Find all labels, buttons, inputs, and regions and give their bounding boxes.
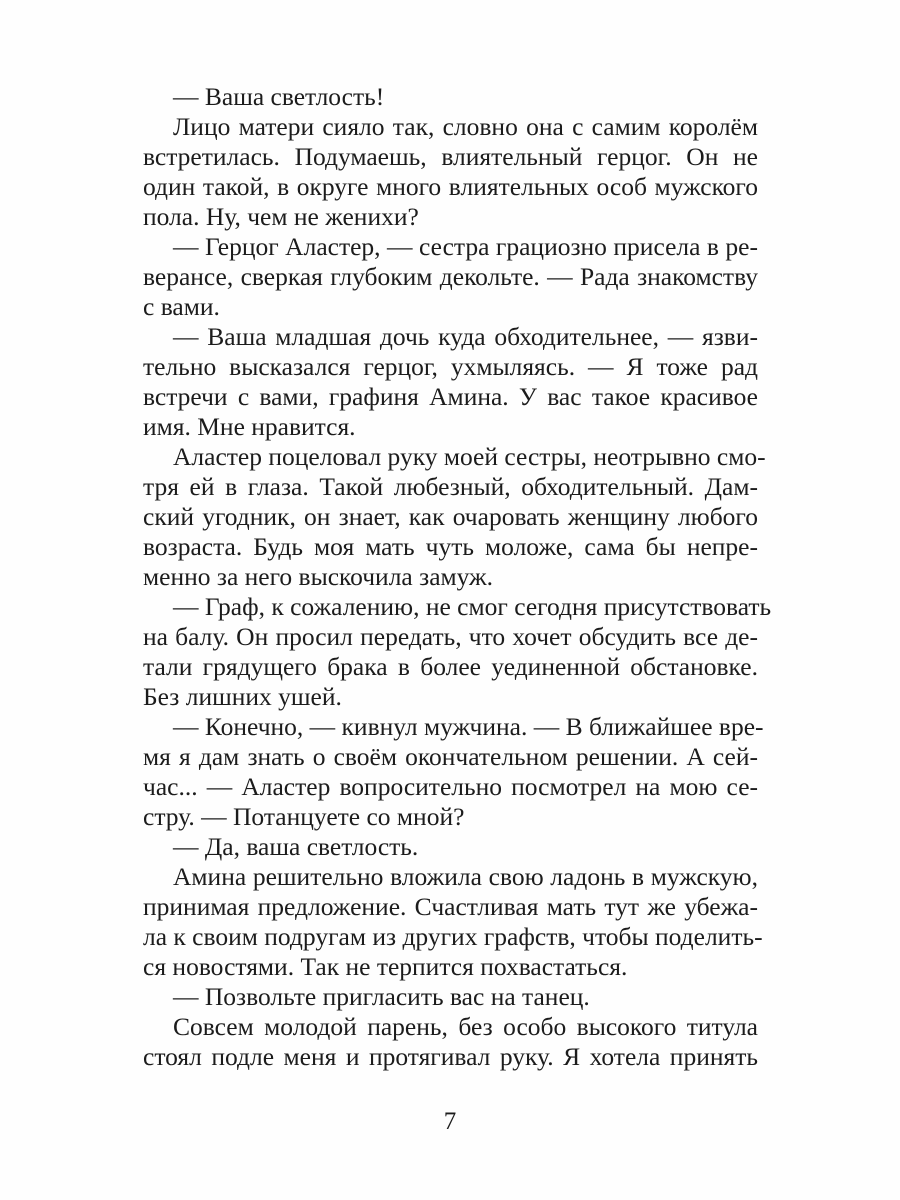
text-line: Аластер поцеловал руку моей сестры, неотрывно смо- [173,442,766,471]
text-line: менно за него выскочила замуж. [143,562,494,591]
text-line: — Да, ваша светлость. [173,832,419,861]
text-line: возраста. Будь моя мать чуть моложе, сама бы непре- [143,532,758,561]
text-line: Лицо матери сияло так, словно она с самим королём [173,112,758,141]
text-line: принимая предложение. Счастливая мать тут же убежа- [143,892,758,921]
text-line: — Позвольте пригласить вас на танец. [173,982,590,1011]
page-number: 7 [443,1108,457,1135]
text-line: — Граф, к сожалению, не смог сегодня присутствовать [173,592,772,621]
text-line: имя. Мне нравится. [143,412,356,441]
text-line: ский угодник, он знает, как очаровать женщину любого [143,502,758,531]
text-line: ся новостями. Так не терпится похвастаться. [143,952,628,981]
text-line: тали грядущего брака в более уединенной обстановке. [143,652,758,681]
text-line: тельно высказался герцог, ухмыляясь. — Я тоже рад [143,352,758,381]
text-line: встретилась. Подумаешь, влиятельный герцог. Он не [143,142,758,171]
text-line: — Ваша младшая дочь куда обходительнее, — язви- [173,322,758,351]
text-line: ла к своим подругам из других графств, чтобы поделить- [143,922,763,951]
text-line: Без лишних ушей. [143,682,342,711]
text-line: Совсем молодой парень, без особо высокого титула [173,1012,758,1041]
body-text [143,82,772,1072]
text-line: — Герцог Аластер, — сестра грациозно присела в ре- [173,232,758,261]
text-line: на балу. Он просил передать, что хочет обсудить все де- [143,622,758,651]
text-line: стоял подле меня и протягивал руку. Я хотела принять [143,1042,758,1071]
text-line: мя я дам знать о своём окончательном решении. А сей- [143,742,758,771]
text-line: Амина решительно вложила свою ладонь в мужскую, [173,862,758,891]
text-line: тря ей в глаза. Такой любезный, обходительный. Дам- [143,472,758,501]
text-line: — Ваша светлость! [173,82,385,111]
text-line: час... — Аластер вопросительно посмотрел на мою се- [143,772,758,801]
text-line: с вами. [143,292,220,321]
text-line: один такой, в округе много влиятельных особ мужского [143,172,758,201]
text-line: стру. — Потанцуете со мной? [143,802,465,831]
text-line: верансе, сверкая глубоким декольте. — Рада знакомству [143,262,758,291]
text-line: пола. Ну, чем не женихи? [143,202,419,231]
text-line: встречи с вами, графиня Амина. У вас такое красивое [143,382,758,411]
text-line: — Конечно, — кивнул мужчина. — В ближайшее вре- [173,712,764,741]
